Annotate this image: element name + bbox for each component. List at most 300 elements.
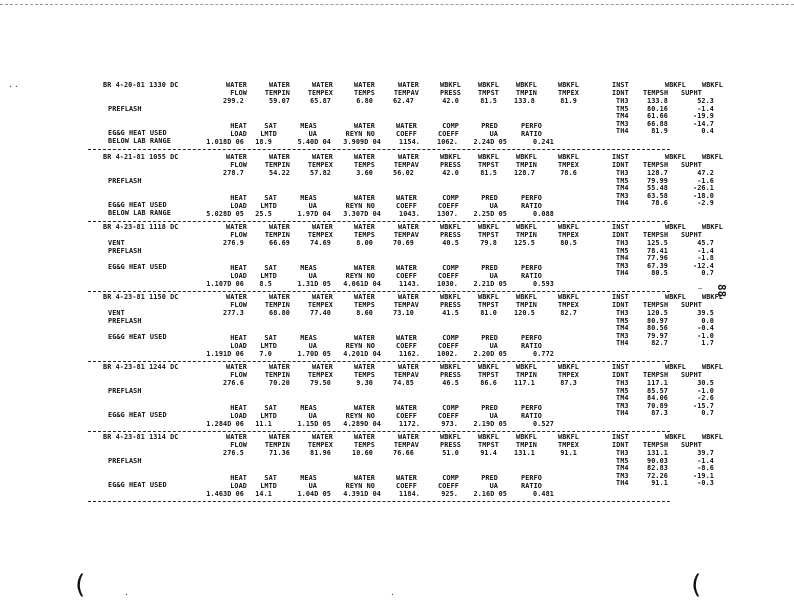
inst-header: INST [612, 153, 629, 161]
scan-speck: · [124, 590, 129, 599]
column-header: WATER [312, 223, 333, 231]
heat-header: LOAD [230, 342, 247, 350]
inst-cell: 125.5 [647, 239, 668, 247]
column-header: TEMPAV [393, 89, 419, 97]
column-header: TMPST [478, 441, 499, 449]
measurement-value: 278.7 [223, 169, 244, 177]
column-header: TMPIN [516, 441, 537, 449]
measurement-value: 8.60 [356, 309, 373, 317]
heat-header: WATER [396, 404, 417, 412]
dashed-separator [88, 221, 670, 222]
inst-cell: 0.4 [701, 127, 714, 136]
heat-header: UA [489, 482, 498, 490]
column-header: TMPIN [516, 89, 537, 97]
inst-cell: -1.8 [697, 254, 714, 263]
heat-header: COEFF [396, 272, 417, 280]
heat-header: HEAT [230, 264, 247, 272]
heat-header: PRED [481, 194, 498, 202]
inst-cell: TM5 [616, 246, 629, 255]
run-label: EG&G HEAT USED [108, 411, 167, 419]
heat-header: COEFF [438, 272, 459, 280]
measurement-value: 66.69 [269, 239, 290, 247]
run-label: EG&G HEAT USED [108, 481, 167, 489]
heat-header: COEFF [438, 130, 459, 138]
column-header: TEMPAV [393, 231, 419, 239]
column-header: WATER [312, 293, 333, 301]
column-header: WBKFL [440, 293, 461, 301]
heat-value: 8.5 [259, 280, 272, 288]
heat-value: 18.9 [255, 138, 272, 146]
heat-header: WATER [354, 404, 375, 412]
inst-header: TEMPSH [643, 301, 669, 309]
inst-cell: TH3 [616, 97, 629, 105]
inst-cell: -15.7 [693, 401, 714, 410]
inst-cell: 77.96 [647, 254, 668, 263]
column-header: WATER [398, 363, 419, 371]
measurement-value: 91.4 [480, 449, 497, 457]
inst-cell: -2.9 [697, 199, 714, 208]
heat-header: PRED [481, 264, 498, 272]
inst-cell: TM5 [616, 176, 629, 185]
column-header: TEMPS [354, 161, 375, 169]
inst-cell: TH3 [616, 449, 629, 457]
inst-header: INST [612, 293, 629, 301]
heat-header: WATER [396, 264, 417, 272]
measurement-value: 277.3 [223, 309, 244, 317]
heat-value: 1162. [399, 350, 420, 358]
measurement-value: 79.50 [310, 379, 331, 387]
heat-header: RATIO [521, 272, 542, 280]
column-header: TEMPAV [393, 161, 419, 169]
inst-cell: TH3 [616, 239, 629, 247]
inst-cell: TM3 [616, 119, 629, 128]
column-header: WATER [312, 153, 333, 161]
inst-header: WBKFL [665, 223, 686, 231]
heat-header: WATER [354, 194, 375, 202]
measurement-value: 81.0 [480, 309, 497, 317]
inst-cell: 45.7 [697, 239, 714, 247]
run-block [0, 223, 794, 291]
inst-header: SUPHT [681, 371, 702, 379]
dashed-separator [88, 431, 670, 432]
column-header: TMPEX [558, 161, 579, 169]
heat-value: 2.24D 05 [473, 138, 507, 146]
inst-cell: TM3 [616, 471, 629, 480]
measurement-value: 133.8 [514, 97, 535, 105]
column-header: TMPEX [558, 231, 579, 239]
heat-header: REYN NO [345, 342, 375, 350]
heat-header: COEFF [438, 342, 459, 350]
dashed-separator [88, 149, 670, 150]
heat-header: LOAD [230, 202, 247, 210]
column-header: TEMPEX [307, 161, 333, 169]
measurement-value: 74.85 [393, 379, 414, 387]
column-header: WBKFL [558, 433, 579, 441]
column-header: WBKFL [516, 81, 537, 89]
inst-cell: 91.1 [651, 479, 668, 488]
measurement-value: 9.30 [356, 379, 373, 387]
dashed-separator [88, 501, 670, 502]
column-header: WATER [226, 433, 247, 441]
heat-value: 1030. [437, 280, 458, 288]
inst-cell: 82.7 [651, 339, 668, 348]
inst-cell: 63.58 [647, 191, 668, 200]
column-header: PRESS [440, 89, 461, 97]
inst-cell: -1.4 [697, 456, 714, 465]
measurement-value: 128.7 [514, 169, 535, 177]
column-header: WATER [398, 293, 419, 301]
heat-header: RATIO [521, 482, 542, 490]
column-header: PRESS [440, 371, 461, 379]
measurement-value: 80.5 [560, 239, 577, 247]
column-header: WATER [398, 81, 419, 89]
column-header: WBKFL [478, 363, 499, 371]
inst-cell: -12.4 [693, 261, 714, 270]
heat-header: MEAS [300, 474, 317, 482]
heat-header: SAT [264, 194, 277, 202]
column-header: TEMPS [354, 441, 375, 449]
column-header: WBKFL [516, 433, 537, 441]
column-header: TEMPAV [393, 301, 419, 309]
inst-cell: 84.06 [647, 394, 668, 403]
inst-header: IDNT [612, 89, 629, 97]
run-id: BR 4-23-81 1314 DC [103, 433, 179, 441]
inst-header: SUPHT [681, 231, 702, 239]
inst-header: IDNT [612, 371, 629, 379]
run-label: PREFLASH [108, 387, 142, 395]
column-header: WBKFL [558, 153, 579, 161]
inst-cell: 72.26 [647, 471, 668, 480]
measurement-value: 65.87 [310, 97, 331, 105]
measurement-value: 77.40 [310, 309, 331, 317]
heat-header: COEFF [438, 412, 459, 420]
run-label: PREFLASH [108, 457, 142, 465]
measurement-value: 120.5 [514, 309, 535, 317]
column-header: PRESS [440, 161, 461, 169]
heat-header: PERFO [521, 264, 542, 272]
inst-cell: 81.9 [651, 127, 668, 136]
heat-value: 973. [441, 420, 458, 428]
column-header: WBKFL [440, 81, 461, 89]
heat-value: 1307. [437, 210, 458, 218]
inst-cell: 80.16 [647, 104, 668, 113]
measurement-value: 81.9 [560, 97, 577, 105]
heat-header: MEAS [300, 404, 317, 412]
inst-cell: 52.3 [697, 97, 714, 105]
heat-header: COMP [442, 334, 459, 342]
column-header: TMPIN [516, 161, 537, 169]
column-header: WBKFL [558, 223, 579, 231]
heat-header: UA [308, 482, 317, 490]
measurement-value: 3.60 [356, 169, 373, 177]
inst-cell: TM4 [616, 184, 629, 193]
run-block [0, 363, 794, 431]
run-label: PREFLASH [108, 317, 142, 325]
inst-header: TEMPSH [643, 231, 669, 239]
heat-header: UA [489, 130, 498, 138]
inst-header: INST [612, 433, 629, 441]
column-header: WATER [269, 81, 290, 89]
binder-hole-left: ( [72, 570, 88, 600]
measurement-value: 81.5 [480, 169, 497, 177]
column-header: WBKFL [440, 223, 461, 231]
inst-cell: -1.4 [697, 246, 714, 255]
column-header: TEMPS [354, 301, 375, 309]
inst-cell: TM5 [616, 316, 629, 325]
column-header: WATER [354, 153, 375, 161]
column-header: WATER [398, 153, 419, 161]
inst-cell: 78.6 [651, 199, 668, 208]
inst-cell: TM5 [616, 104, 629, 113]
inst-cell: -0.4 [697, 324, 714, 333]
column-header: WBKFL [516, 153, 537, 161]
column-header: WBKFL [440, 433, 461, 441]
heat-value: 1.15D 05 [297, 420, 331, 428]
inst-cell: TM3 [616, 191, 629, 200]
heat-header: PRED [481, 474, 498, 482]
inst-cell: TH4 [616, 479, 629, 488]
measurement-value: 70.69 [393, 239, 414, 247]
column-header: WATER [226, 363, 247, 371]
inst-cell: 82.83 [647, 464, 668, 473]
heat-header: WATER [396, 122, 417, 130]
column-header: TEMPIN [264, 301, 290, 309]
column-header: FLOW [230, 371, 247, 379]
inst-header: WBKFL [665, 293, 686, 301]
heat-value: 5.028D 05 [206, 210, 244, 218]
inst-header: INST [612, 363, 629, 371]
column-header: TMPST [478, 231, 499, 239]
column-header: WATER [312, 81, 333, 89]
run-label: PREFLASH [108, 105, 142, 113]
column-header: WATER [354, 223, 375, 231]
inst-header: INST [612, 223, 629, 231]
heat-header: SAT [264, 474, 277, 482]
measurement-value: 91.1 [560, 449, 577, 457]
measurement-value: 87.3 [560, 379, 577, 387]
measurement-value: 81.96 [310, 449, 331, 457]
inst-cell: 87.3 [651, 409, 668, 418]
heat-header: HEAT [230, 122, 247, 130]
heat-value: 1.191D 06 [206, 350, 244, 358]
run-label: EG&G HEAT USED [108, 201, 167, 209]
inst-cell: 39.5 [697, 309, 714, 317]
scan-speck: · [8, 82, 13, 91]
run-id: BR 4-23-81 1150 DC [103, 293, 179, 301]
run-id: BR 4-23-81 1118 DC [103, 223, 179, 231]
column-header: FLOW [230, 301, 247, 309]
column-header: WBKFL [478, 293, 499, 301]
run-label: BELOW LAB RANGE [108, 137, 171, 145]
inst-header: TEMPSH [643, 161, 669, 169]
column-header: TMPST [478, 161, 499, 169]
heat-header: COMP [442, 264, 459, 272]
heat-value: 1143. [399, 280, 420, 288]
heat-header: COMP [442, 194, 459, 202]
heat-header: COEFF [438, 482, 459, 490]
measurement-value: 56.02 [393, 169, 414, 177]
measurement-value: 74.69 [310, 239, 331, 247]
inst-cell: 0.7 [701, 269, 714, 278]
inst-cell: TM5 [616, 386, 629, 395]
heat-header: MEAS [300, 122, 317, 130]
heat-value: 4.391D 04 [343, 490, 381, 498]
column-header: TEMPS [354, 231, 375, 239]
measurement-value: 276.9 [223, 239, 244, 247]
inst-cell: 0.0 [701, 316, 714, 325]
heat-header: RATIO [521, 342, 542, 350]
measurement-value: 68.80 [269, 309, 290, 317]
heat-header: PERFO [521, 334, 542, 342]
heat-value: 3.307D 04 [343, 210, 381, 218]
heat-value: 0.088 [533, 210, 554, 218]
heat-header: MEAS [300, 194, 317, 202]
heat-header: LMTD [260, 202, 277, 210]
heat-header: LOAD [230, 412, 247, 420]
inst-cell: 80.56 [647, 324, 668, 333]
heat-value: 7.0 [259, 350, 272, 358]
heat-value: 1.31D 05 [297, 280, 331, 288]
column-header: WATER [354, 81, 375, 89]
inst-cell: 128.7 [647, 169, 668, 177]
column-header: WATER [398, 433, 419, 441]
inst-header: IDNT [612, 441, 629, 449]
heat-value: 11.1 [255, 420, 272, 428]
heat-value: 1.97D 04 [297, 210, 331, 218]
heat-header: UA [308, 412, 317, 420]
measurement-value: 86.6 [480, 379, 497, 387]
column-header: TMPIN [516, 371, 537, 379]
column-header: WBKFL [478, 223, 499, 231]
heat-header: UA [489, 412, 498, 420]
run-label: EG&G HEAT USED [108, 263, 167, 271]
heat-value: 1043. [399, 210, 420, 218]
heat-header: WATER [354, 474, 375, 482]
inst-cell: 70.89 [647, 401, 668, 410]
heat-header: HEAT [230, 194, 247, 202]
inst-cell: 131.1 [647, 449, 668, 457]
inst-cell: TH4 [616, 199, 629, 208]
measurement-value: 10.60 [352, 449, 373, 457]
inst-cell: TM4 [616, 254, 629, 263]
inst-cell: TH4 [616, 339, 629, 348]
inst-cell: TH4 [616, 127, 629, 136]
heat-header: REYN NO [345, 412, 375, 420]
heat-value: 1.107D 06 [206, 280, 244, 288]
column-header: WATER [269, 293, 290, 301]
heat-value: 1.70D 05 [297, 350, 331, 358]
measurement-value: 51.0 [442, 449, 459, 457]
heat-header: COEFF [396, 342, 417, 350]
column-header: WATER [269, 223, 290, 231]
column-header: PRESS [440, 441, 461, 449]
heat-header: UA [308, 272, 317, 280]
column-header: TEMPIN [264, 89, 290, 97]
measurement-value: 57.82 [310, 169, 331, 177]
column-header: FLOW [230, 231, 247, 239]
heat-header: RATIO [521, 412, 542, 420]
column-header: WBKFL [440, 363, 461, 371]
column-header: WATER [269, 153, 290, 161]
inst-cell: -18.0 [693, 191, 714, 200]
dashed-separator [88, 291, 670, 292]
column-header: TEMPAV [393, 441, 419, 449]
inst-cell: TM4 [616, 394, 629, 403]
inst-cell: 66.88 [647, 119, 668, 128]
page-number: 88 [715, 284, 728, 298]
measurement-value: 276.6 [223, 379, 244, 387]
heat-header: UA [489, 342, 498, 350]
heat-value: 925. [441, 490, 458, 498]
measurement-value: 81.5 [480, 97, 497, 105]
column-header: WATER [226, 81, 247, 89]
heat-header: REYN NO [345, 202, 375, 210]
heat-header: UA [308, 342, 317, 350]
heat-value: 1.018D 06 [206, 138, 244, 146]
measurement-value: 125.5 [514, 239, 535, 247]
column-header: WBKFL [558, 293, 579, 301]
inst-cell: 55.48 [647, 184, 668, 193]
measurement-value: 46.5 [442, 379, 459, 387]
heat-header: PRED [481, 334, 498, 342]
inst-header: WBKFL [665, 81, 686, 89]
column-header: WBKFL [440, 153, 461, 161]
inst-cell: -19.1 [693, 471, 714, 480]
heat-value: 0.772 [533, 350, 554, 358]
heat-value: 1.463D 06 [206, 490, 244, 498]
inst-cell: TM4 [616, 464, 629, 473]
binder-hole-right: ( [688, 570, 704, 600]
column-header: WATER [226, 223, 247, 231]
inst-cell: TM4 [616, 324, 629, 333]
run-id: BR 4-21-81 1055 DC [103, 153, 179, 161]
heat-value: 1154. [399, 138, 420, 146]
column-header: WBKFL [478, 81, 499, 89]
inst-cell: 30.5 [697, 379, 714, 387]
heat-value: 2.25D 05 [473, 210, 507, 218]
inst-cell: -1.4 [697, 104, 714, 113]
column-header: TEMPS [354, 89, 375, 97]
run-block [0, 433, 794, 501]
inst-cell: TM4 [616, 112, 629, 121]
heat-header: SAT [264, 334, 277, 342]
column-header: TMPST [478, 301, 499, 309]
heat-header: HEAT [230, 474, 247, 482]
heat-header: UA [308, 130, 317, 138]
dashed-separator [88, 361, 670, 362]
heat-header: SAT [264, 122, 277, 130]
inst-cell: TM3 [616, 401, 629, 410]
column-header: TMPEX [558, 371, 579, 379]
run-label: PREFLASH [108, 177, 142, 185]
inst-cell: -0.3 [697, 479, 714, 488]
inst-cell: 61.66 [647, 112, 668, 121]
inst-cell: TH3 [616, 379, 629, 387]
column-header: PRESS [440, 231, 461, 239]
inst-cell: 80.5 [651, 269, 668, 278]
heat-header: SAT [264, 404, 277, 412]
inst-header: WBKFL [702, 433, 723, 441]
column-header: WATER [398, 223, 419, 231]
heat-value: 2.16D 05 [473, 490, 507, 498]
heat-header: RATIO [521, 202, 542, 210]
column-header: TMPIN [516, 301, 537, 309]
measurement-value: 8.00 [356, 239, 373, 247]
inst-cell: -8.6 [697, 464, 714, 473]
column-header: WATER [312, 433, 333, 441]
heat-header: PRED [481, 122, 498, 130]
heat-header: COMP [442, 404, 459, 412]
